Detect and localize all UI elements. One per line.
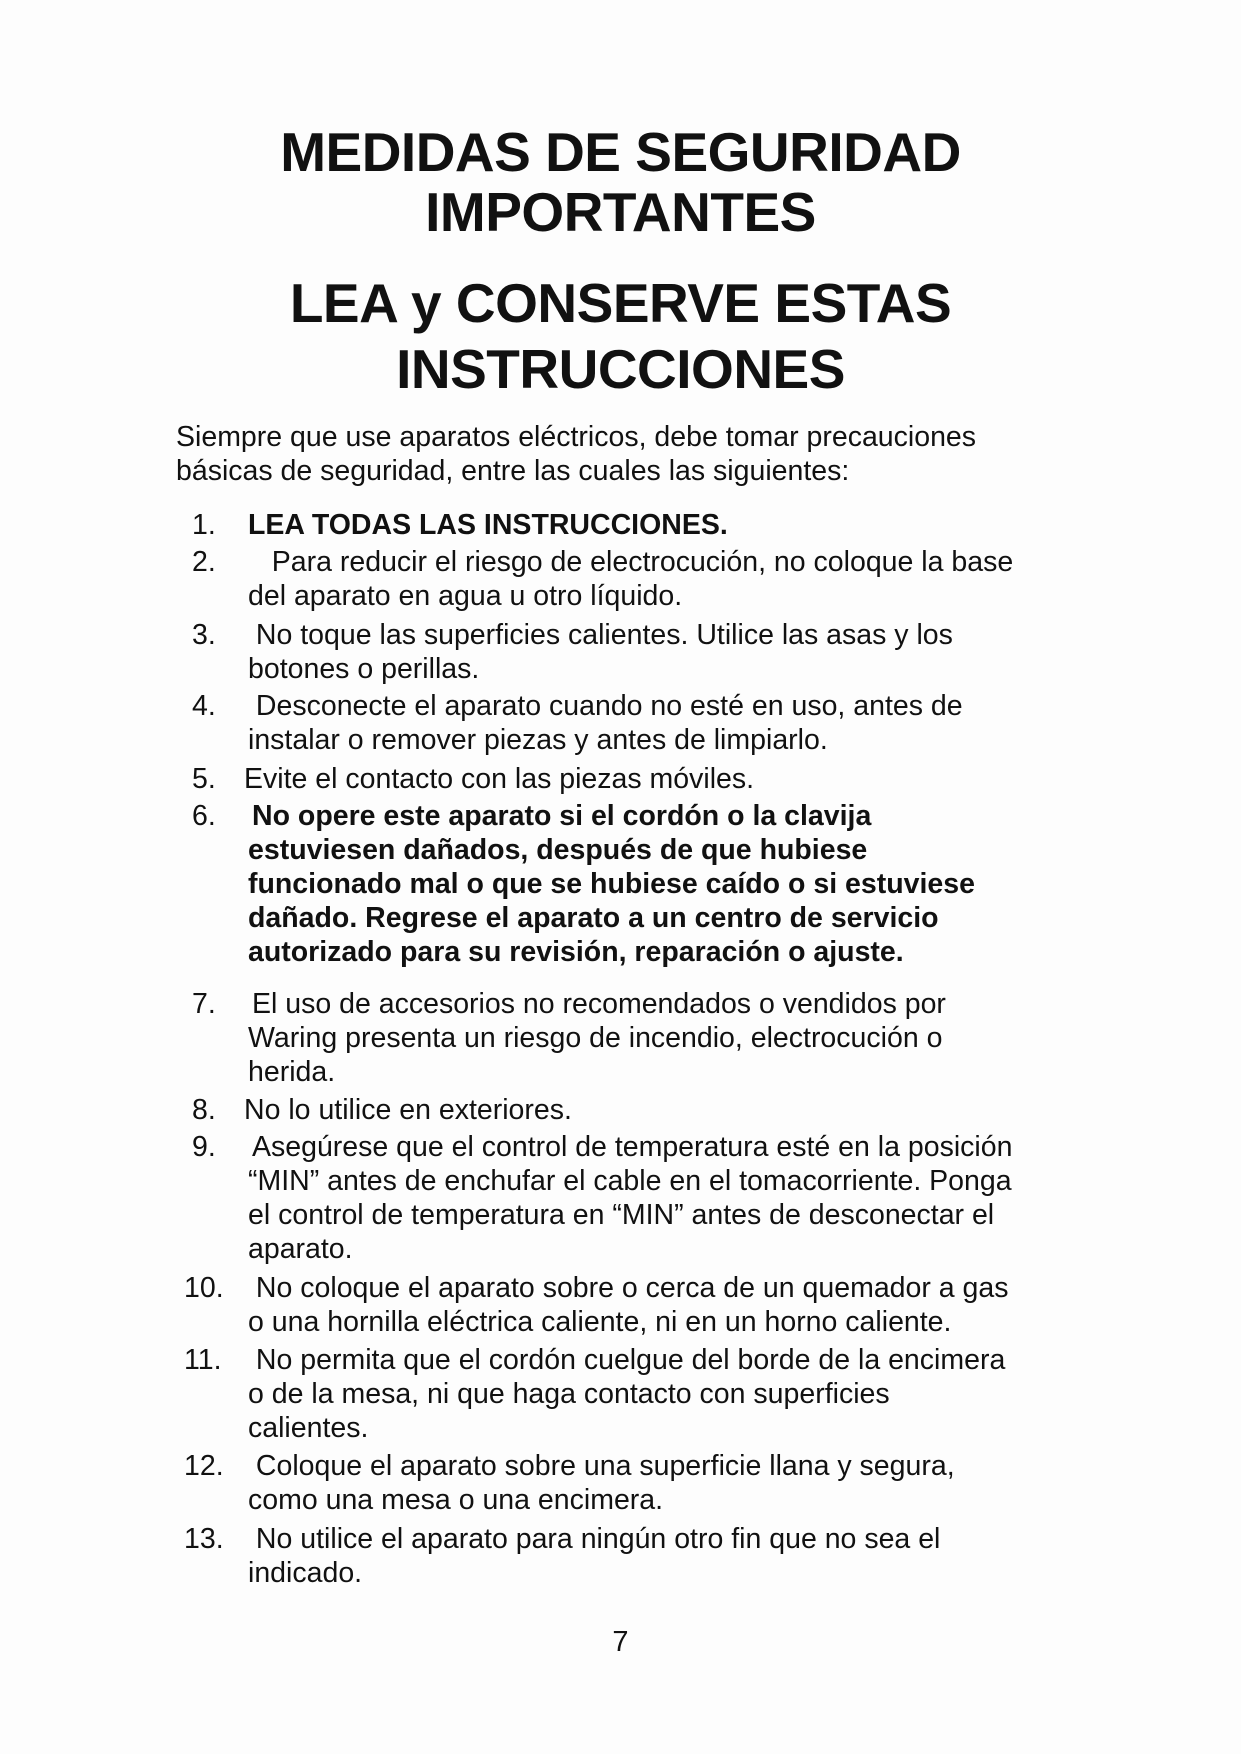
item-line: dañado. Regrese el aparato a un centro de servicio [248,902,939,934]
item-line: Para reducir el riesgo de electrocución, no coloque la base [248,546,1014,578]
page-title [0,122,1241,242]
item-line: funcionado mal o que se hubiese caído o si estuviese [248,868,975,900]
item-text [248,689,1098,757]
item-line: o una hornilla eléctrica caliente, ni en un horno caliente. [248,1306,952,1338]
item-line: herida. [248,1056,336,1088]
item-number: 13. [184,1523,224,1555]
item-line: El uso de accesorios no recomendados o vendidos por [252,988,946,1020]
page-subtitle [0,270,1241,402]
item-line: No permita que el cordón cuelgue del borde de la encimera [248,1344,1006,1376]
item-number: 11. [184,1344,222,1376]
item-line: instalar o remover piezas y antes de limpiarlo. [248,724,828,756]
item-line: LEA TODAS LAS INSTRUCCIONES. [248,509,728,541]
item-line: botones o perillas. [248,653,480,685]
item-line: Waring presenta un riesgo de incendio, electrocución o [248,1022,943,1054]
item-number: 8. [192,1094,216,1126]
item-text [248,1271,1098,1339]
item-number: 6. [192,800,216,832]
item-line: aparato. [248,1233,353,1265]
item-text [244,762,1094,796]
page-number: 7 [612,1626,629,1658]
item-line: Evite el contacto con las piezas móviles. [244,763,755,795]
item-line: No lo utilice en exteriores. [244,1094,572,1126]
item-text [248,1343,1098,1445]
item-text [244,1093,1094,1127]
item-text [248,508,1098,542]
item-line: Desconecte el aparato cuando no esté en uso, antes de [248,690,963,722]
item-line: Asegúrese que el control de temperatura esté en la posición [252,1131,1013,1163]
item-line: Coloque el aparato sobre una superficie llana y segura, [248,1450,955,1482]
item-number: 9. [192,1131,216,1163]
item-number: 3. [192,619,216,651]
item-number: 4. [192,690,216,722]
title-line-1: MEDIDAS DE SEGURIDAD [280,121,961,183]
item-text [248,987,1102,1089]
item-line: calientes. [248,1412,369,1444]
item-line: “MIN” antes de enchufar el cable en el tomacorriente. Ponga [248,1165,1012,1197]
intro-line-1: Siempre que use aparatos eléctricos, debe tomar precauciones [176,421,977,453]
item-line: estuviesen dañados, después de que hubiese [248,834,868,866]
item-line: autorizado para su revisión, reparación o ajuste. [248,936,904,968]
item-text [248,618,1098,686]
item-line: No opere este aparato si el cordón o la clavija [252,800,872,832]
intro-paragraph [176,420,1076,488]
item-line: No toque las superficies calientes. Utilice las asas y los [248,619,953,651]
intro-line-2: básicas de seguridad, entre las cuales las siguientes: [176,455,850,487]
subtitle-line-1: LEA y CONSERVE ESTAS [289,272,952,334]
title-line-2: IMPORTANTES [425,181,816,243]
item-number: 7. [192,988,216,1020]
safety-instructions-list [0,508,1241,1608]
item-line: indicado. [248,1557,363,1589]
item-number: 10. [184,1272,224,1304]
item-number: 1. [192,509,216,541]
item-line: del aparato en agua u otro líquido. [248,580,683,612]
item-number: 5. [192,763,216,795]
item-text [248,1522,1098,1590]
item-line: No coloque el aparato sobre o cerca de un quemador a gas [248,1272,1009,1304]
item-line: o de la mesa, ni que haga contacto con superficies [248,1378,890,1410]
item-text [248,799,1102,969]
item-line: No utilice el aparato para ningún otro fin que no sea el [248,1523,941,1555]
item-text [248,545,1098,613]
item-line: el control de temperatura en “MIN” antes de desconectar el [248,1199,995,1231]
item-number: 2. [192,546,216,578]
item-line: como una mesa o una encimera. [248,1484,664,1516]
item-text [248,1449,1098,1517]
subtitle-line-2: INSTRUCCIONES [396,338,845,400]
item-text [248,1130,1102,1266]
item-number: 12. [184,1450,224,1482]
